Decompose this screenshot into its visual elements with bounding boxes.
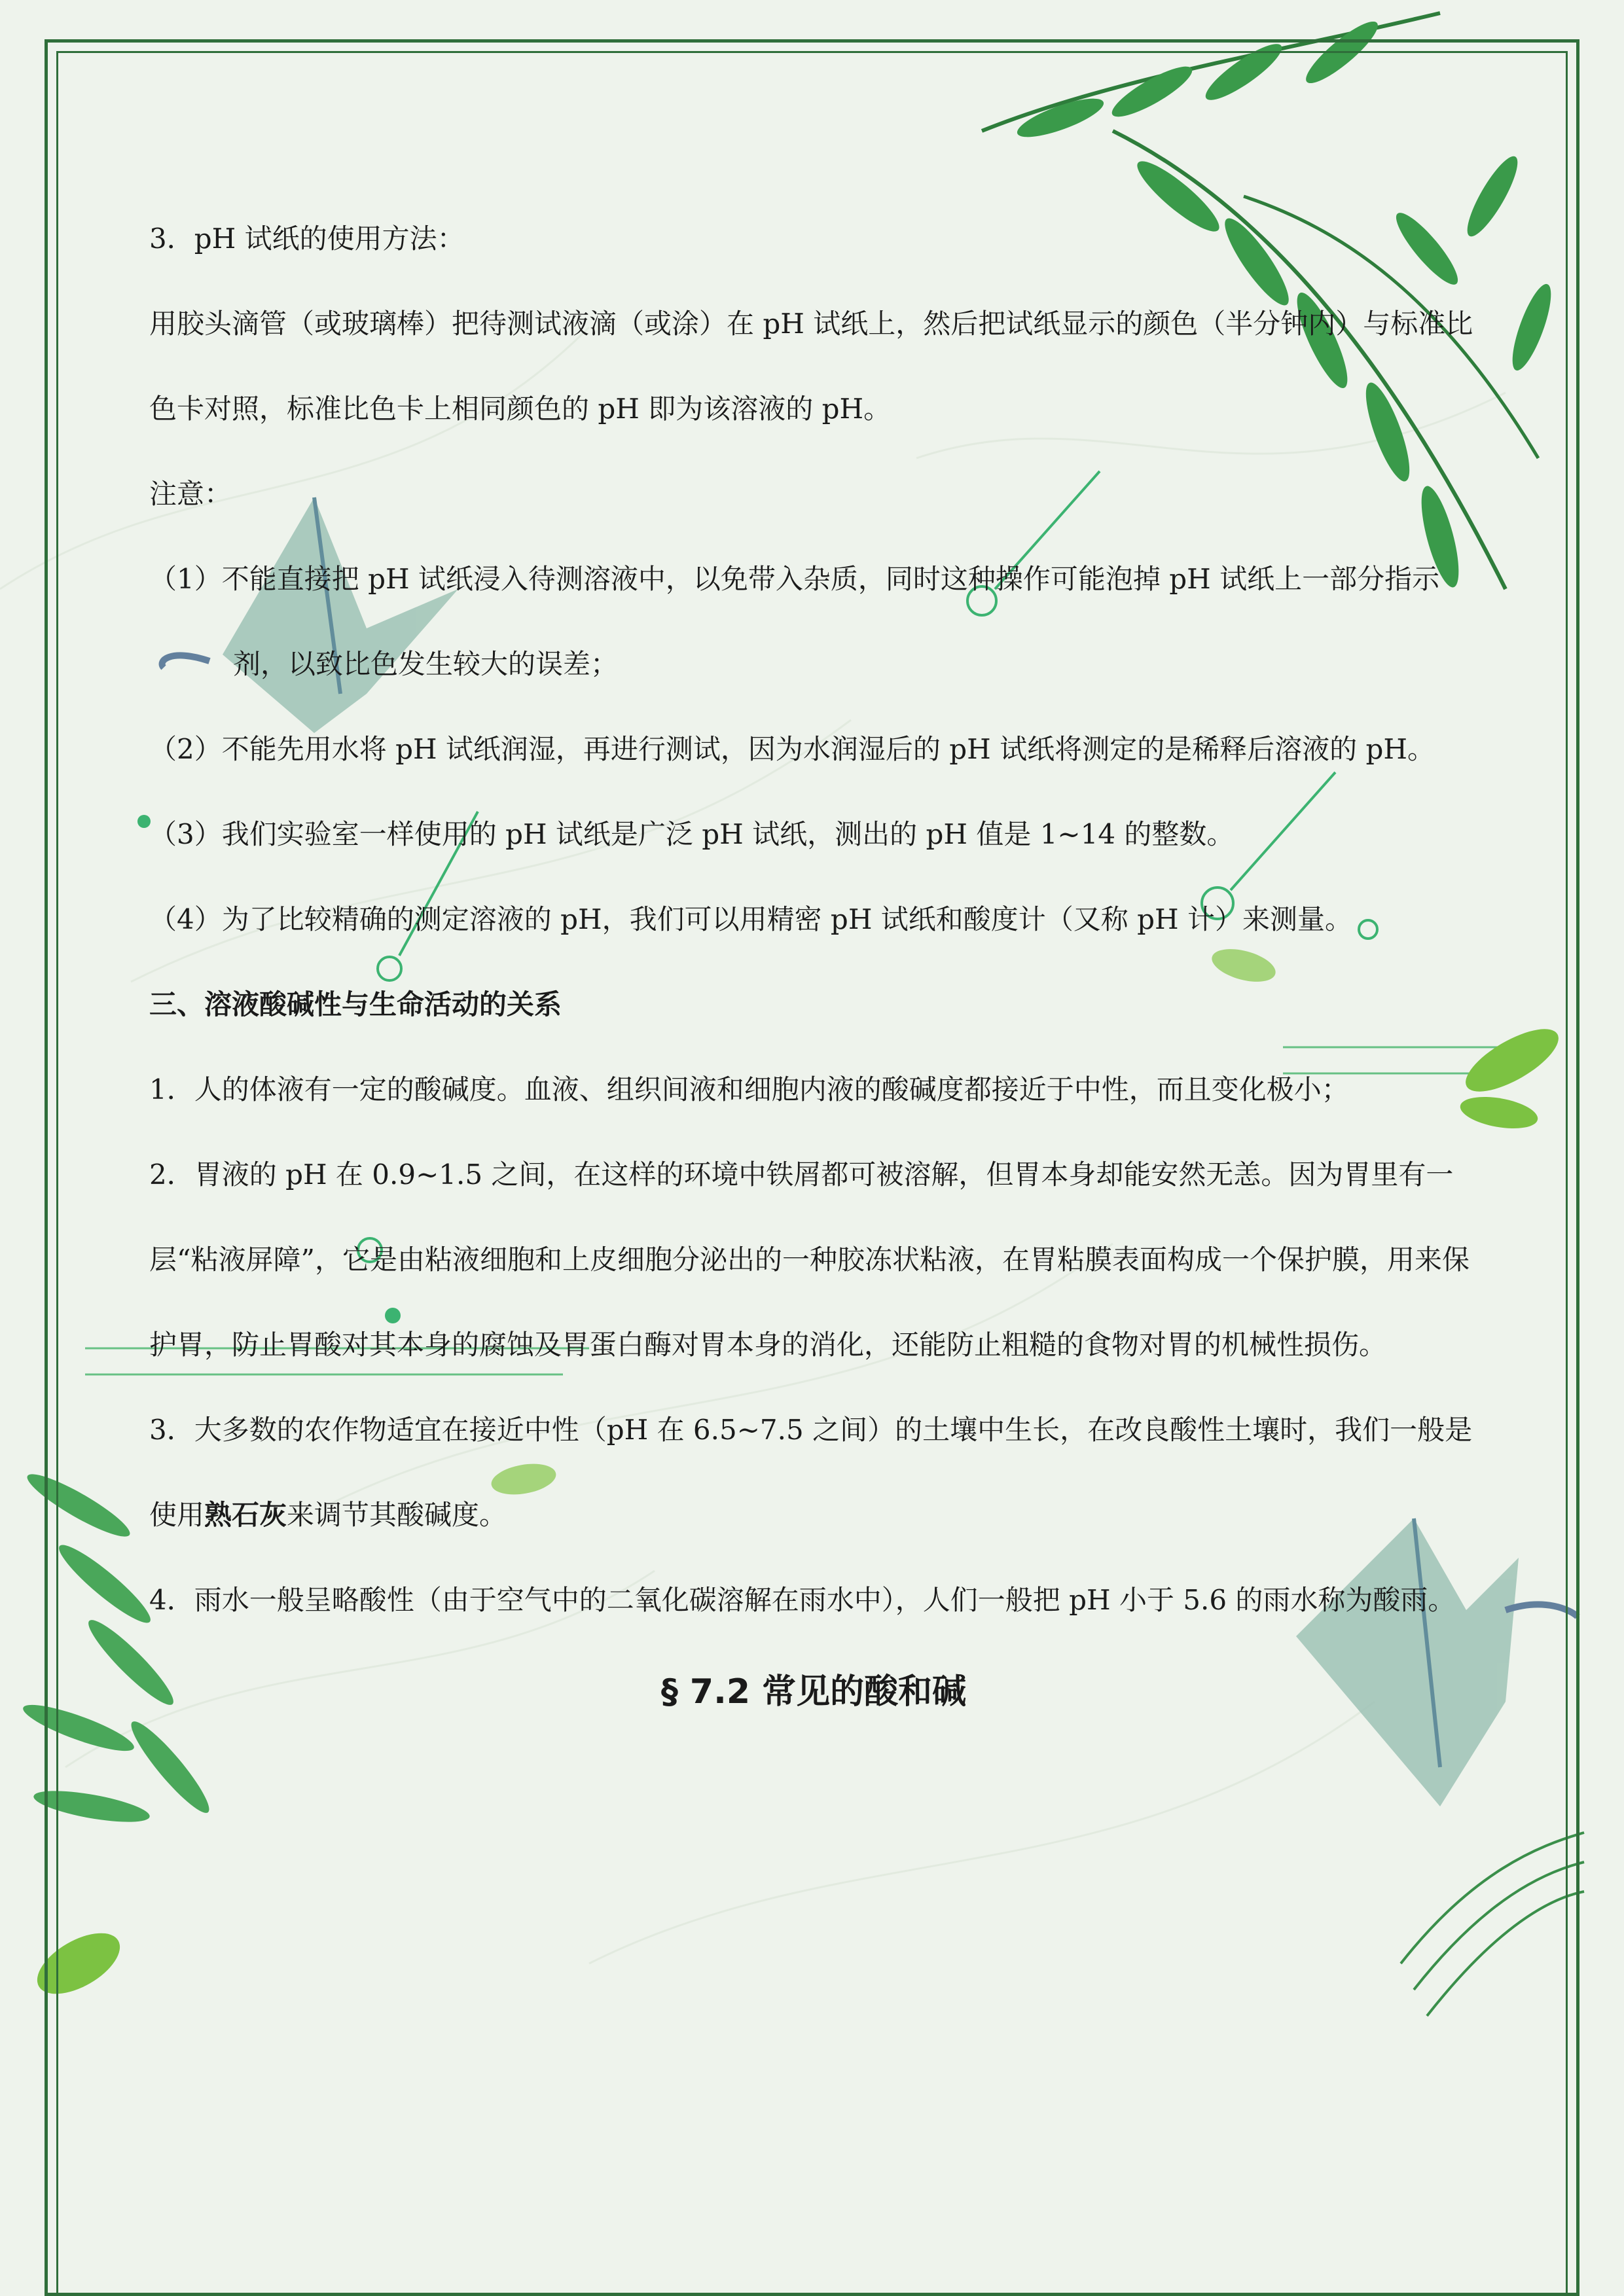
part-3-item-3-before: 3．大多数的农作物适宜在接近中性（pH 在 6.5~7.5 之间）的土壤中生长，在改良酸性土壤时，我们一般是使用 bbox=[149, 1414, 1473, 1531]
section-3-title: 3．pH 试纸的使用方法： bbox=[149, 223, 465, 255]
part-3-item-3-bold: 熟石灰 bbox=[204, 1499, 287, 1531]
note-item-2: （2）不能先用水将 pH 试纸润湿，再进行测试，因为水润湿后的 pH 试纸将测定的是稀释后溶液的 pH。 bbox=[149, 733, 1435, 765]
next-section-title: § 7.2 常见的酸和碱 bbox=[660, 1672, 967, 1712]
part-3-item-3-after: 来调节其酸碱度。 bbox=[287, 1499, 507, 1531]
part-3-item-3 bbox=[149, 1388, 1478, 1558]
note-item-4: （4）为了比较精确的测定溶液的 pH，我们可以用精密 pH 试纸和酸度计（又称 pH 计）来测量。 bbox=[149, 903, 1353, 935]
part-3-item-4: 4．雨水一般呈略酸性（由于空气中的二氧化碳溶解在雨水中），人们一般把 pH 小于 5.6 的雨水称为酸雨。 bbox=[149, 1584, 1456, 1616]
document-body bbox=[149, 196, 1478, 1741]
part-3-item-1: 1．人的体液有一定的酸碱度。血液、组织间液和细胞内液的酸碱度都接近于中性，而且变化极小； bbox=[149, 1073, 1349, 1105]
note-item-1: （1）不能直接把 pH 试纸浸入待测溶液中，以免带入杂质，同时这种操作可能泡掉 pH 试纸上一部分指示剂，以致比色发生较大的误差； bbox=[149, 563, 1440, 680]
note-label: 注意： bbox=[149, 478, 232, 510]
part-3-item-2: 2．胃液的 pH 在 0.9~1.5 之间，在这样的环境中铁屑都可被溶解，但胃本身却能安然无恙。因为胃里有一层“粘液屏障”，它是由粘液细胞和上皮细胞分泌出的一种胶冻状粘液，在胃粘膜表面构成一个保护膜，用来保护胃，防止胃酸对其本身的腐蚀及胃蛋白酶对胃本身的消化，还能防止粗糙的食物对胃的机械性损伤。 bbox=[149, 1158, 1470, 1361]
note-item-3: （3）我们实验室一样使用的 pH 试纸是广泛 pH 试纸，测出的 pH 值是 1~14 的整数。 bbox=[149, 818, 1235, 850]
section-3-body: 用胶头滴管（或玻璃棒）把待测试液滴（或涂）在 pH 试纸上，然后把试纸显示的颜色（半分钟内）与标准比色卡对照，标准比色卡上相同颜色的 pH 即为该溶液的 pH。 bbox=[149, 308, 1473, 425]
part-3-heading: 三、溶液酸碱性与生命活动的关系 bbox=[149, 988, 562, 1020]
